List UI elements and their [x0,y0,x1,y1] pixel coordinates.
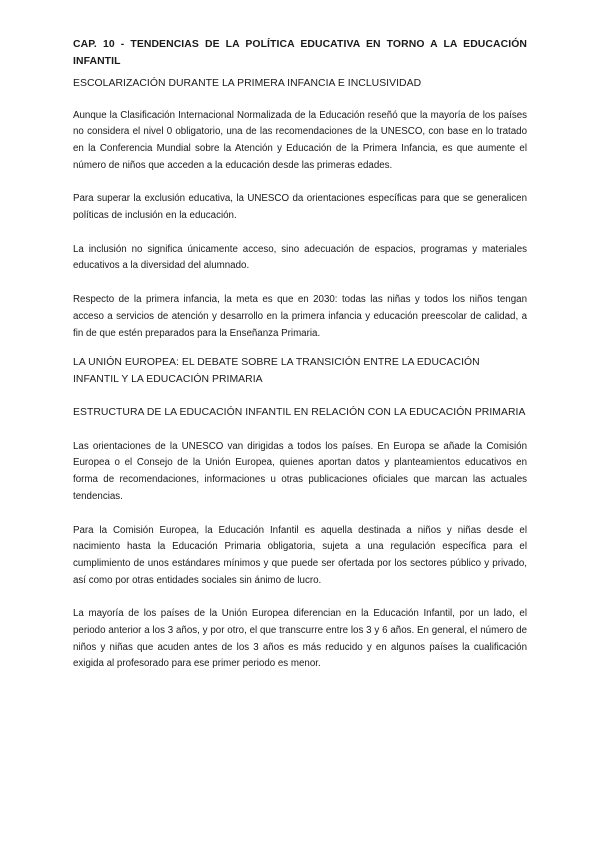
chapter-title: CAP. 10 - TENDENCIAS DE LA POLÍTICA EDUCATIVA EN TORNO A LA EDUCACIÓN INFANTIL [73,39,527,67]
paragraph: Para superar la exclusión educativa, la UNESCO da orientaciones específicas para que se generalicen políticas de inclusión en la educación. [73,193,527,222]
paragraph: Aunque la Clasificación Internacional Normalizada de la Educación reseñó que la mayoría de los países no considera el nivel 0 obligatorio, una de las recomendaciones de la UNESCO, con base en lo tratado en la Conferencia Mundial sobre la Atención y Educación de la Primera Infancia, es que aumente el número de niños que acceden a la educación desde las primeras edades. [73,109,527,171]
paragraph: La inclusión no significa únicamente acceso, sino adecuación de espacios, programas y materiales educativos a la diversidad del alumnado. [73,243,527,272]
document-page [73,37,527,673]
paragraph: Las orientaciones de la UNESCO van dirigidas a todos los países. En Europa se añade la Comisión Europea o el Consejo de la Unión Europea, quienes aportan datos y planteamientos educativos en forma de recomendaciones, informaciones u otras publicaciones oficiales que marcan las actuales tendencias. [73,440,527,502]
paragraph: Respecto de la primera infancia, la meta es que en 2030: todas las niñas y todos los niños tengan acceso a servicios de atención y desarrollo en la primera infancia y educación preescolar de calidad, a fin de que estén preparados para la Enseñanza Primaria. [73,294,527,339]
section-heading-escolarizacion: ESCOLARIZACIÓN DURANTE LA PRIMERA INFANCIA E INCLUSIVIDAD [73,78,422,89]
paragraph: Para la Comisión Europea, la Educación Infantil es aquella destinada a niños y niñas desde el nacimiento hasta la Educación Primaria obligatoria, sujeta a una regulación específica para el cumplimiento de unos estándares mínimos y que puede ser ofertada por los sectores público y privado, así como por otras entidades sociales sin ánimo de lucro. [73,524,527,586]
section-heading-estructura: ESTRUCTURA DE LA EDUCACIÓN INFANTIL EN RELACIÓN CON LA EDUCACIÓN PRIMARIA [73,407,526,419]
section-heading-union-europea: LA UNIÓN EUROPEA: EL DEBATE SOBRE LA TRANSICIÓN ENTRE LA EDUCACIÓN INFANTIL Y LA EDUCACIÓN PRIMARIA [73,357,480,385]
paragraph: La mayoría de los países de la Unión Europea diferencian en la Educación Infantil, por un lado, el periodo anterior a los 3 años, y por otro, el que transcurre entre los 3 y 6 años. En general, el número de niños y niñas que acuden antes de los 3 años es más reducido y en algunos países la cualificación exigida al profesorado para ese primer periodo es menor. [73,608,527,670]
